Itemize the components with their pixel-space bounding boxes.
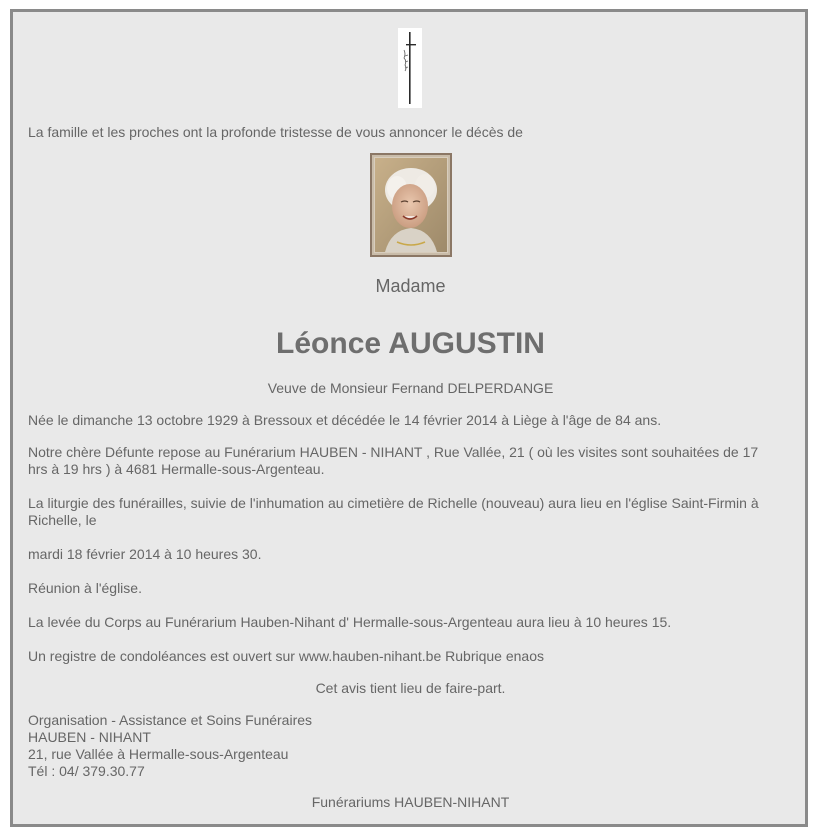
intro-text: La famille et les proches ont la profonde tristesse de vous annoncer le décès de [28, 124, 523, 140]
birth-death-text: Née le dimanche 13 octobre 1929 à Bressoux et décédée le 14 février 2014 à Liège à l'âge de 84 ans. [28, 412, 662, 428]
spouse-line: Veuve de Monsieur Fernand DELPERDANGE [267, 380, 554, 396]
organisation-line-2: HAUBEN - NIHANT [28, 729, 151, 745]
obituary-card [10, 9, 808, 827]
register-text: Un registre de condoléances est ouvert sur www.hauben-nihant.be Rubrique enaos [28, 648, 544, 664]
footer-text: Funérariums HAUBEN-NIHANT [311, 794, 510, 810]
meeting-text: Réunion à l'église. [28, 580, 142, 596]
cross-icon [398, 28, 422, 108]
rest-location-line-1: Notre chère Défunte repose au Funérarium HAUBEN - NIHANT , Rue Vallée, 21 ( où les visites sont souhaitées de 17 [28, 444, 759, 460]
rest-location-line-2: hrs à 19 hrs ) à 4681 Hermalle-sous-Argenteau. [28, 461, 325, 477]
levee-text: La levée du Corps au Funérarium Hauben-Nihant d' Hermalle-sous-Argenteau aura lieu à 10 heures 15. [28, 614, 672, 630]
ceremony-datetime: mardi 18 février 2014 à 10 heures 30. [28, 546, 262, 562]
notice-text: Cet avis tient lieu de faire-part. [315, 680, 506, 696]
deceased-name: Léonce AUGUSTIN [276, 327, 545, 360]
organisation-line-1: Organisation - Assistance et Soins Funéraires [28, 712, 313, 728]
organisation-phone: Tél : 04/ 379.30.77 [28, 763, 145, 779]
organisation-line-3: 21, rue Vallée à Hermalle-sous-Argenteau [28, 746, 289, 762]
portrait-photo [370, 153, 452, 257]
liturgy-line-2: Richelle, le [28, 512, 97, 528]
honorific-title: Madame [375, 276, 446, 296]
liturgy-line-1: La liturgie des funérailles, suivie de l'inhumation au cimetière de Richelle (nouveau) aura lieu en l'église Saint-Firmin à [28, 495, 759, 511]
